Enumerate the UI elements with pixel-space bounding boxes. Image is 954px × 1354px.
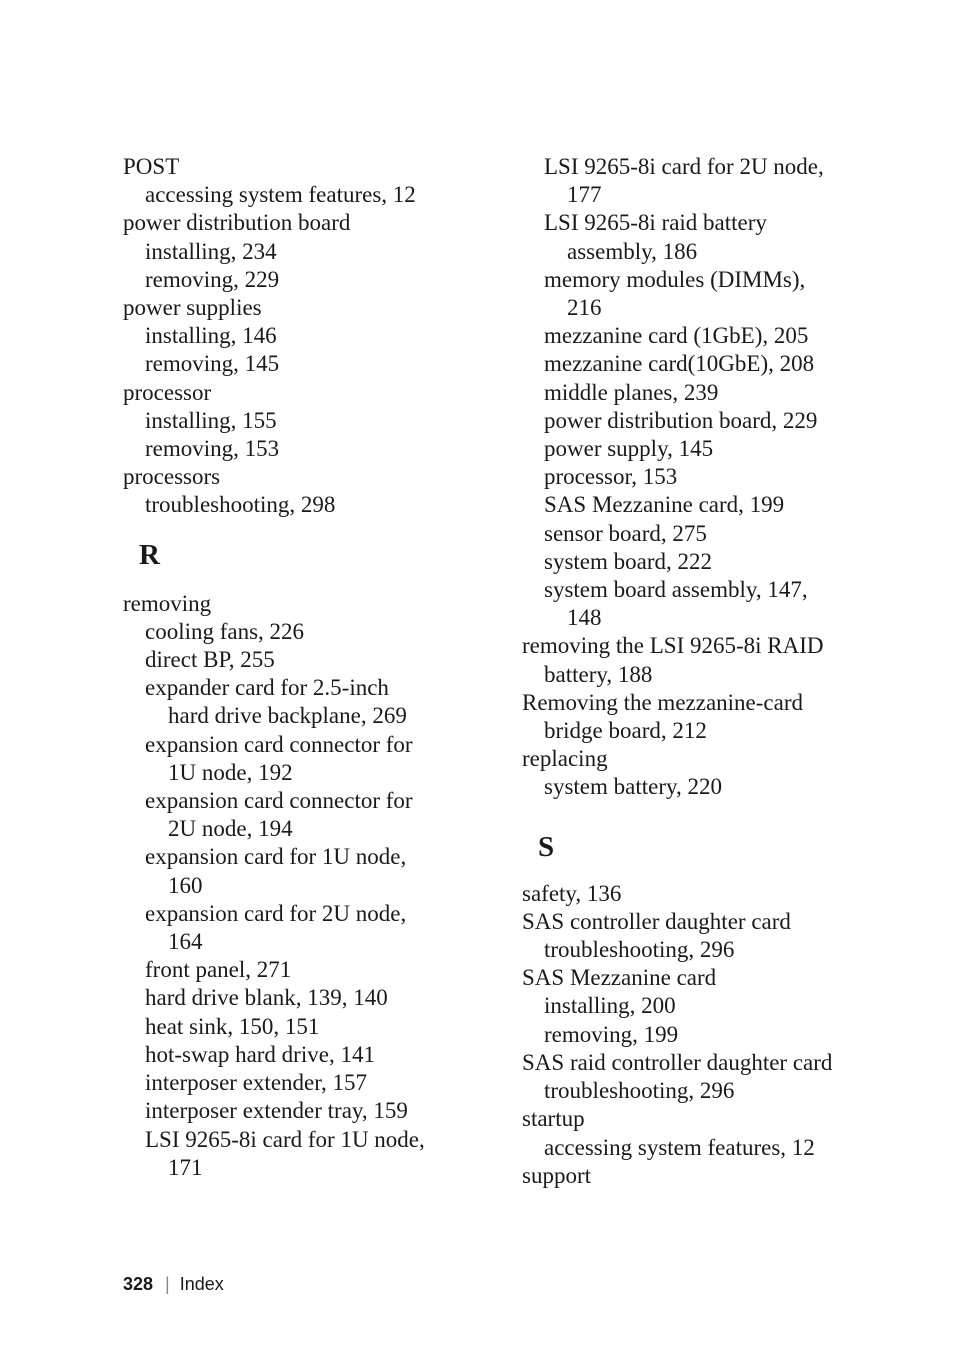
index-subentry: power distribution board, 229 xyxy=(544,407,818,433)
index-subentry: troubleshooting, 296 xyxy=(544,937,735,963)
footer-section-title: Index xyxy=(179,1274,224,1294)
index-entry: startup xyxy=(522,1106,585,1132)
index-subentry: LSI 9265-8i raid battery xyxy=(544,210,767,236)
index-subentry: LSI 9265-8i card for 2U node, xyxy=(544,154,824,179)
index-subentry: system board assembly, 147, xyxy=(544,577,808,603)
index-subentry: cooling fans, 226 xyxy=(145,618,305,644)
index-subentry: installing, 234 xyxy=(145,238,277,264)
index-subentry: expansion card for 1U node, xyxy=(145,844,407,870)
index-entry: power distribution board xyxy=(123,210,351,236)
index-subentry: expander card for 2.5-inch xyxy=(145,675,389,701)
index-entry: Removing the mezzanine-card xyxy=(522,689,803,715)
index-subentry: SAS Mezzanine card, 199 xyxy=(544,492,785,518)
index-entry: power supplies xyxy=(123,295,262,321)
index-subentry: hot-swap hard drive, 141 xyxy=(145,1041,375,1067)
index-subentry: 160 xyxy=(168,872,203,898)
index-subentry: front panel, 271 xyxy=(145,957,292,983)
index-subentry: 2U node, 194 xyxy=(168,816,293,842)
index-entry: processors xyxy=(123,464,221,490)
index-subentry: mezzanine card(10GbE), 208 xyxy=(544,351,815,377)
index-entry: replacing xyxy=(522,746,608,772)
index-subentry: sensor board, 275 xyxy=(544,520,707,546)
page-footer xyxy=(123,1272,224,1296)
index-subentry: hard drive blank, 139, 140 xyxy=(145,985,388,1011)
index-subentry: direct BP, 255 xyxy=(145,647,275,673)
index-subentry: 216 xyxy=(567,295,602,321)
index-subentry: assembly, 186 xyxy=(567,238,698,264)
index-entry: support xyxy=(522,1162,591,1188)
index-column-right xyxy=(522,153,852,1190)
index-subentry: expansion card connector for xyxy=(145,788,413,814)
index-subentry: heat sink, 150, 151 xyxy=(145,1013,320,1039)
index-column-left xyxy=(123,153,463,1182)
index-subentry: troubleshooting, 296 xyxy=(544,1078,735,1104)
index-entry: removing xyxy=(123,590,212,616)
index-subentry: battery, 188 xyxy=(544,661,653,687)
index-section-letter: R xyxy=(139,538,160,571)
index-subentry: installing, 146 xyxy=(145,323,277,349)
footer-separator: | xyxy=(165,1274,170,1294)
index-subentry: expansion card for 2U node, xyxy=(145,900,407,926)
index-subentry: accessing system features, 12 xyxy=(145,182,416,208)
index-subentry: system board, 222 xyxy=(544,548,713,574)
index-entry: processor xyxy=(123,379,212,405)
index-entry: SAS controller daughter card xyxy=(522,908,791,934)
index-subentry: removing, 229 xyxy=(145,266,280,292)
index-subentry: interposer extender, 157 xyxy=(145,1070,367,1096)
index-subentry: removing, 153 xyxy=(145,436,280,462)
index-subentry: hard drive backplane, 269 xyxy=(168,703,407,729)
index-subentry: 148 xyxy=(567,605,602,631)
index-subentry: middle planes, 239 xyxy=(544,379,719,405)
index-subentry: 1U node, 192 xyxy=(168,759,293,785)
index-subentry: interposer extender tray, 159 xyxy=(145,1098,408,1124)
index-subentry: removing, 199 xyxy=(544,1021,679,1047)
index-subentry: power supply, 145 xyxy=(544,436,714,462)
index-subentry: installing, 155 xyxy=(145,407,277,433)
index-entry: removing the LSI 9265-8i RAID xyxy=(522,633,824,659)
index-subentry: processor, 153 xyxy=(544,464,678,490)
index-subentry: expansion card connector for xyxy=(145,731,413,757)
index-subentry: accessing system features, 12 xyxy=(544,1134,815,1160)
index-subentry: LSI 9265-8i card for 1U node, xyxy=(145,1126,425,1152)
index-subentry: installing, 200 xyxy=(544,993,676,1019)
index-subentry: 164 xyxy=(168,929,203,955)
index-subentry: system battery, 220 xyxy=(544,774,723,800)
page-number: 328 xyxy=(123,1274,154,1294)
index-entry: POST xyxy=(123,154,180,179)
index-entry: safety, 136 xyxy=(522,880,622,906)
index-section-letter: S xyxy=(538,830,555,863)
index-subentry: removing, 145 xyxy=(145,351,280,377)
index-entry: SAS raid controller daughter card xyxy=(522,1049,833,1075)
index-subentry: memory modules (DIMMs), xyxy=(544,266,806,292)
index-subentry: troubleshooting, 298 xyxy=(145,492,336,518)
index-subentry: 171 xyxy=(168,1154,203,1180)
index-subentry: 177 xyxy=(567,182,602,208)
index-subentry: bridge board, 212 xyxy=(544,718,707,744)
index-subentry: mezzanine card (1GbE), 205 xyxy=(544,323,809,349)
index-entry: SAS Mezzanine card xyxy=(522,965,717,991)
